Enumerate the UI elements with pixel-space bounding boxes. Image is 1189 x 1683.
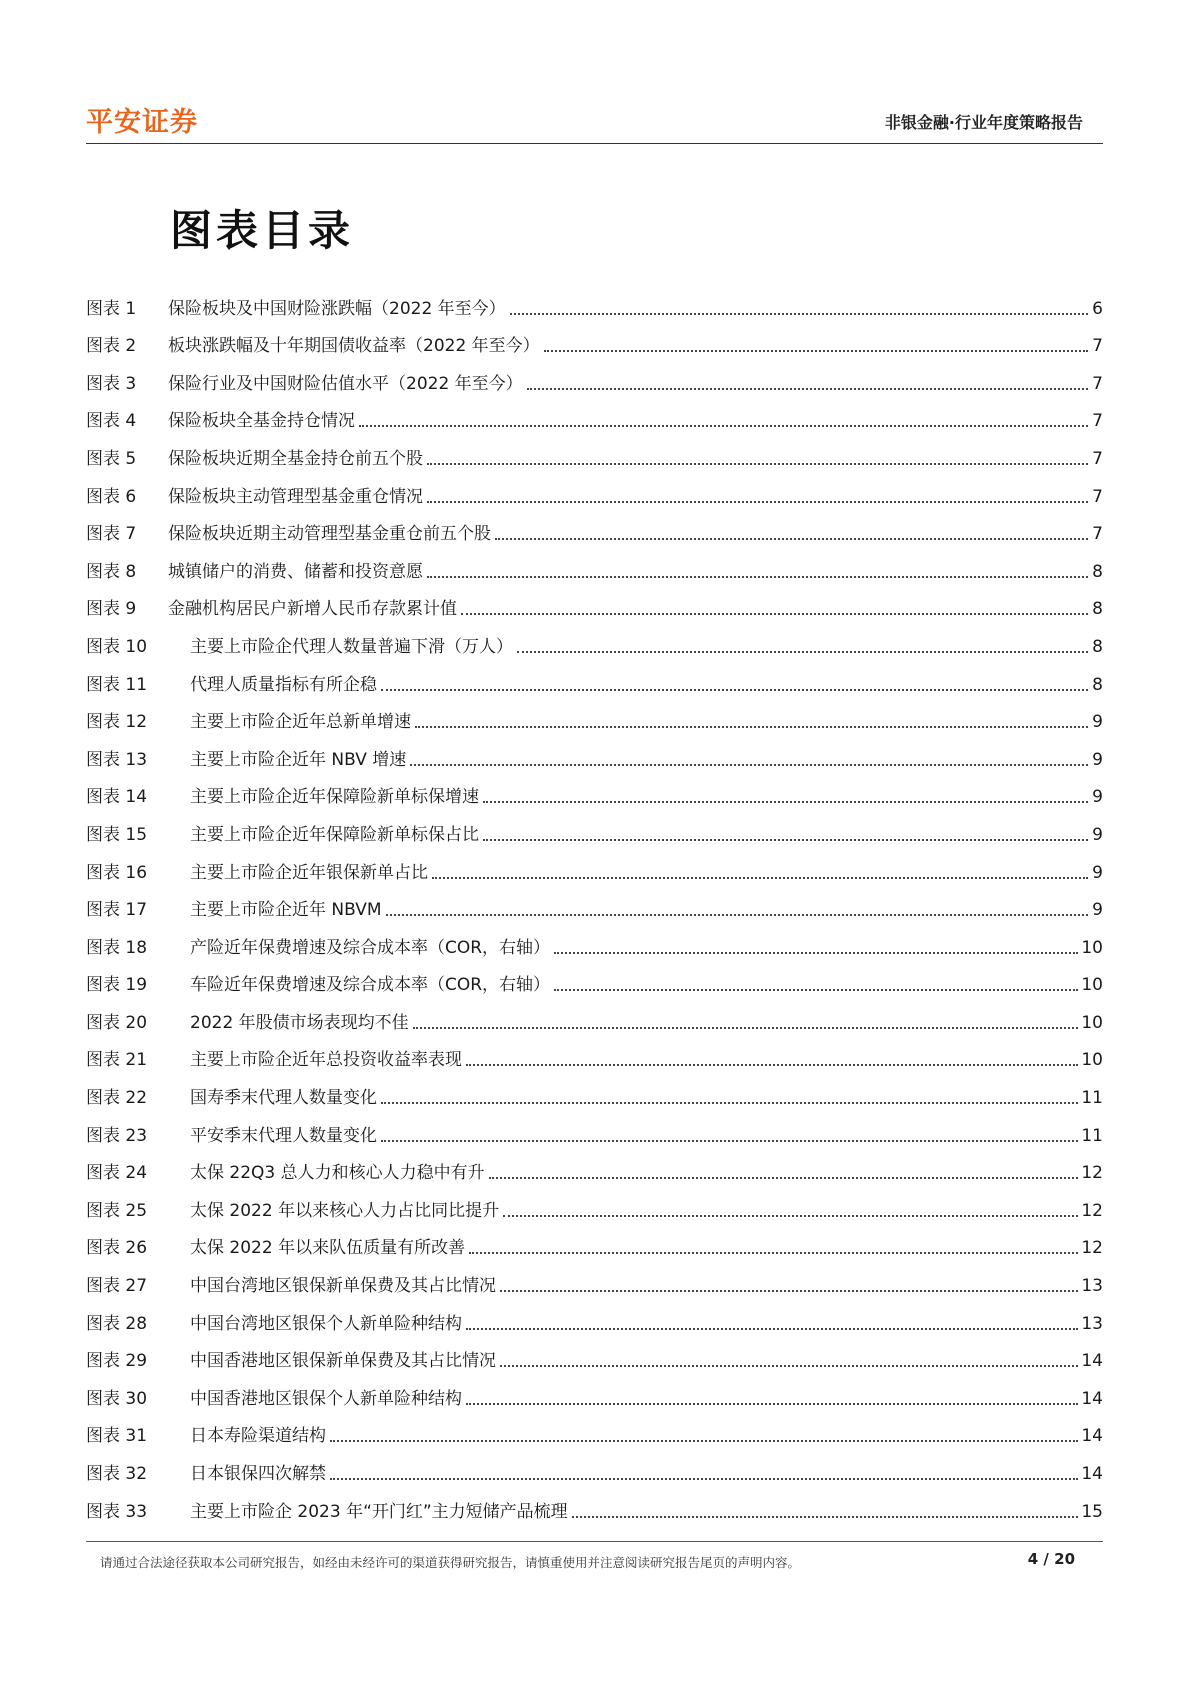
toc-dot-leader: [527, 387, 1088, 390]
toc-entry[interactable]: [86, 583, 1103, 621]
toc-entry-title: 主要上市险企 2023 年“开门红”主力短储产品梳理: [190, 1501, 568, 1522]
toc-entry-label: 图表 21: [86, 1050, 148, 1071]
toc-entry[interactable]: [86, 696, 1103, 734]
toc-entry[interactable]: [86, 1071, 1103, 1109]
toc-entry[interactable]: [86, 808, 1103, 846]
toc-entry[interactable]: [86, 1447, 1103, 1485]
toc-dot-leader: [495, 537, 1088, 540]
toc-entry-page: 9: [1092, 787, 1103, 808]
toc-entry-label: 图表 4: [86, 411, 137, 432]
toc-entry[interactable]: [86, 884, 1103, 922]
toc-entry-label: 图表 9: [86, 599, 137, 620]
toc-entry-title: 平安季末代理人数量变化: [190, 1125, 377, 1146]
toc-entry-page: 9: [1092, 824, 1103, 845]
toc-entry-title: 中国香港地区银保新单保费及其占比情况: [190, 1351, 496, 1372]
toc-entry-title: 保险板块全基金持仓情况: [168, 411, 355, 432]
toc-entry-page: 9: [1092, 862, 1103, 883]
toc-dot-leader: [483, 838, 1088, 841]
toc-entry-page: 6: [1092, 298, 1103, 319]
toc-dot-leader: [330, 1477, 1078, 1480]
toc-entry-label: 图表 27: [86, 1276, 148, 1297]
page-indicator: 4 / 20: [1027, 1550, 1075, 1568]
toc-entry[interactable]: [86, 1335, 1103, 1373]
toc-entry-page: 7: [1092, 486, 1103, 507]
toc-entry[interactable]: [86, 282, 1103, 320]
toc-dot-leader: [469, 1251, 1078, 1254]
toc-entry-page: 13: [1081, 1313, 1103, 1334]
toc-entry[interactable]: [86, 1184, 1103, 1222]
toc-entry-title: 中国台湾地区银保个人新单险种结构: [190, 1313, 462, 1334]
toc-entry[interactable]: [86, 733, 1103, 771]
toc-dot-leader: [432, 876, 1088, 879]
toc-entry[interactable]: [86, 1297, 1103, 1335]
toc-dot-leader: [415, 725, 1088, 728]
toc-entry-title: 金融机构居民户新增人民币存款累计值: [168, 599, 457, 620]
toc-dot-leader: [359, 424, 1088, 427]
footer-divider: [86, 1541, 1103, 1542]
toc-dot-leader: [461, 612, 1088, 615]
toc-entry-title: 产险近年保费增速及综合成本率（COR，右轴）: [190, 937, 551, 958]
toc-entry-label: 图表 22: [86, 1088, 148, 1109]
toc-entry-title: 太保 22Q3 总人力和核心人力稳中有升: [190, 1163, 485, 1184]
toc-dot-leader: [500, 1289, 1078, 1292]
toc-entry-page: 15: [1081, 1501, 1103, 1522]
toc-entry-page: 8: [1092, 636, 1103, 657]
toc-dot-leader: [510, 312, 1088, 315]
toc-entry-label: 图表 32: [86, 1464, 148, 1484]
toc-entry-label: 图表 28: [86, 1313, 148, 1334]
toc-dot-leader: [466, 1327, 1078, 1330]
toc-entry-title: 日本银保四次解禁: [190, 1464, 326, 1484]
header-divider: [86, 143, 1103, 144]
toc-dot-leader: [466, 1063, 1078, 1066]
toc-entry-title: 日本寿险渠道结构: [190, 1426, 326, 1447]
toc-entry[interactable]: [86, 432, 1103, 470]
toc-entry[interactable]: [86, 1259, 1103, 1297]
toc-entry-label: 图表 31: [86, 1426, 148, 1447]
toc-dot-leader: [427, 462, 1088, 465]
toc-entry-page: 8: [1092, 561, 1103, 582]
toc-entry-label: 图表 8: [86, 561, 137, 582]
toc-entry-label: 图表 6: [86, 486, 137, 507]
toc-entry-title: 太保 2022 年以来队伍质量有所改善: [190, 1238, 466, 1259]
toc-entry-label: 图表 16: [86, 862, 148, 883]
toc-entry-label: 图表 25: [86, 1200, 148, 1221]
toc-entry-label: 图表 19: [86, 975, 148, 996]
toc-entry-label: 图表 26: [86, 1238, 148, 1259]
toc-dot-leader: [410, 763, 1088, 766]
toc-entry-title: 2022 年股债市场表现均不佳: [190, 1012, 409, 1033]
toc-entry-label: 图表 30: [86, 1388, 148, 1409]
toc-dot-leader: [413, 1026, 1079, 1029]
toc-entry-label: 图表 15: [86, 824, 148, 845]
toc-entry[interactable]: [86, 1485, 1103, 1523]
toc-entry-label: 图表 2: [86, 336, 137, 357]
toc-entry-page: 8: [1092, 674, 1103, 695]
toc-entry[interactable]: [86, 1372, 1103, 1410]
toc-entry-label: 图表 7: [86, 524, 137, 545]
toc-entry[interactable]: [86, 1034, 1103, 1072]
toc-entry-page: 9: [1092, 712, 1103, 733]
toc-dot-leader: [483, 800, 1088, 803]
toc-entry-title: 保险板块及中国财险涨跌幅（2022 年至今）: [168, 298, 506, 319]
toc-entry[interactable]: [86, 771, 1103, 809]
toc-entry-page: 10: [1081, 937, 1103, 958]
toc-entry[interactable]: [86, 921, 1103, 959]
toc-entry-label: 图表 17: [86, 900, 148, 921]
toc-entry-title: 保险板块近期主动管理型基金重仓前五个股: [168, 524, 491, 545]
toc-entry-title: 中国台湾地区银保新单保费及其占比情况: [190, 1276, 496, 1297]
toc-entry-title: 中国香港地区银保个人新单险种结构: [190, 1388, 462, 1409]
toc-entry-page: 10: [1081, 975, 1103, 996]
toc-dot-leader: [466, 1402, 1078, 1405]
toc-entry-page: 7: [1092, 448, 1103, 469]
toc-dot-leader: [381, 1101, 1078, 1104]
toc-entry-page: 7: [1092, 411, 1103, 432]
toc-dot-leader: [330, 1439, 1078, 1442]
toc-entry-page: 8: [1092, 599, 1103, 620]
toc-entry-title: 主要上市险企近年总新单增速: [190, 712, 411, 733]
toc-entry-page: 14: [1081, 1351, 1103, 1372]
toc-entry-label: 图表 13: [86, 749, 148, 770]
toc-entry[interactable]: [86, 357, 1103, 395]
toc-entry-label: 图表 10: [86, 636, 148, 657]
toc-dot-leader: [500, 1364, 1078, 1367]
toc-entry-page: 13: [1081, 1276, 1103, 1297]
toc-dot-leader: [427, 575, 1088, 578]
report-title: 非银金融·行业年度策略报告: [884, 113, 1083, 132]
toc-entry-label: 图表 33: [86, 1501, 148, 1522]
toc-dot-leader: [427, 500, 1088, 503]
toc-dot-leader: [554, 988, 1078, 991]
toc-entry-page: 14: [1081, 1426, 1103, 1447]
toc-entry-title: 保险板块近期全基金持仓前五个股: [168, 448, 423, 469]
toc-dot-leader: [386, 913, 1088, 916]
toc-entry-title: 主要上市险企近年 NBV 增速: [190, 749, 407, 770]
toc-entry-label: 图表 23: [86, 1125, 148, 1146]
toc-entry-page: 10: [1081, 1050, 1103, 1071]
toc-entry-title: 车险近年保费增速及综合成本率（COR，右轴）: [190, 975, 551, 996]
toc-entry-title: 国寿季末代理人数量变化: [190, 1088, 377, 1109]
toc-dot-leader: [503, 1214, 1078, 1217]
company-logo: 平安证券: [86, 107, 198, 138]
toc-entry-page: 9: [1092, 749, 1103, 770]
toc-entry-title: 主要上市险企近年总投资收益率表现: [190, 1050, 462, 1071]
toc-entry-label: 图表 5: [86, 448, 137, 469]
toc-entry-page: 12: [1081, 1163, 1103, 1184]
page-title: 图表目录: [170, 206, 355, 255]
toc-entry[interactable]: [86, 320, 1103, 358]
figure-toc-list: [86, 282, 1103, 1523]
toc-dot-leader: [554, 951, 1078, 954]
toc-entry-label: 图表 11: [86, 674, 148, 695]
toc-entry[interactable]: [86, 996, 1103, 1034]
toc-entry[interactable]: [86, 1410, 1103, 1448]
toc-entry-title: 主要上市险企代理人数量普遍下滑（万人）: [190, 636, 513, 657]
toc-entry[interactable]: [86, 658, 1103, 696]
toc-entry-page: 12: [1081, 1200, 1103, 1221]
toc-entry[interactable]: [86, 545, 1103, 583]
toc-entry-page: 11: [1081, 1125, 1103, 1146]
toc-entry[interactable]: [86, 1222, 1103, 1260]
toc-entry-label: 图表 12: [86, 712, 148, 733]
toc-entry-page: 7: [1092, 524, 1103, 545]
toc-entry-label: 图表 20: [86, 1012, 148, 1033]
toc-dot-leader: [381, 1139, 1078, 1142]
toc-entry[interactable]: [86, 470, 1103, 508]
toc-entry-title: 城镇储户的消费、储蓄和投资意愿: [168, 561, 423, 582]
toc-entry-label: 图表 29: [86, 1351, 148, 1372]
toc-entry[interactable]: [86, 846, 1103, 884]
toc-dot-leader: [572, 1515, 1079, 1518]
toc-entry[interactable]: [86, 508, 1103, 546]
toc-entry[interactable]: [86, 1109, 1103, 1147]
toc-entry-title: 主要上市险企近年银保新单占比: [190, 862, 428, 883]
toc-dot-leader: [517, 650, 1088, 653]
footer-disclaimer: 请通过合法途径获取本公司研究报告，如经由未经许可的渠道获得研究报告，请慎重使用并注意阅读研究报告尾页的声明内容。: [100, 1555, 801, 1570]
toc-entry-page: 14: [1081, 1388, 1103, 1409]
toc-entry-page: 7: [1092, 336, 1103, 357]
toc-entry-title: 代理人质量指标有所企稳: [190, 674, 377, 695]
toc-entry-page: 11: [1081, 1088, 1103, 1109]
toc-entry-title: 主要上市险企近年保障险新单标保增速: [190, 787, 479, 808]
toc-entry-page: 12: [1081, 1238, 1103, 1259]
toc-entry-label: 图表 3: [86, 373, 137, 394]
toc-entry-page: 9: [1092, 900, 1103, 921]
toc-dot-leader: [544, 349, 1088, 352]
toc-entry-title: 太保 2022 年以来核心人力占比同比提升: [190, 1200, 500, 1221]
toc-entry-title: 主要上市险企近年保障险新单标保占比: [190, 824, 479, 845]
toc-entry-title: 保险行业及中国财险估值水平（2022 年至今）: [168, 373, 523, 394]
toc-entry[interactable]: [86, 620, 1103, 658]
toc-entry-page: 14: [1081, 1464, 1103, 1484]
toc-entry-title: 主要上市险企近年 NBVM: [190, 900, 382, 921]
toc-entry-title: 保险板块主动管理型基金重仓情况: [168, 486, 423, 507]
toc-entry-label: 图表 1: [86, 298, 137, 319]
toc-entry-page: 7: [1092, 373, 1103, 394]
toc-entry[interactable]: [86, 395, 1103, 433]
toc-entry[interactable]: [86, 959, 1103, 997]
toc-entry-label: 图表 24: [86, 1163, 148, 1184]
toc-dot-leader: [381, 688, 1088, 691]
toc-entry-label: 图表 14: [86, 787, 148, 808]
toc-entry-label: 图表 18: [86, 937, 148, 958]
toc-entry-title: 板块涨跌幅及十年期国债收益率（2022 年至今）: [168, 336, 540, 357]
toc-dot-leader: [489, 1176, 1079, 1179]
toc-entry[interactable]: [86, 1147, 1103, 1185]
toc-entry-page: 10: [1081, 1012, 1103, 1033]
